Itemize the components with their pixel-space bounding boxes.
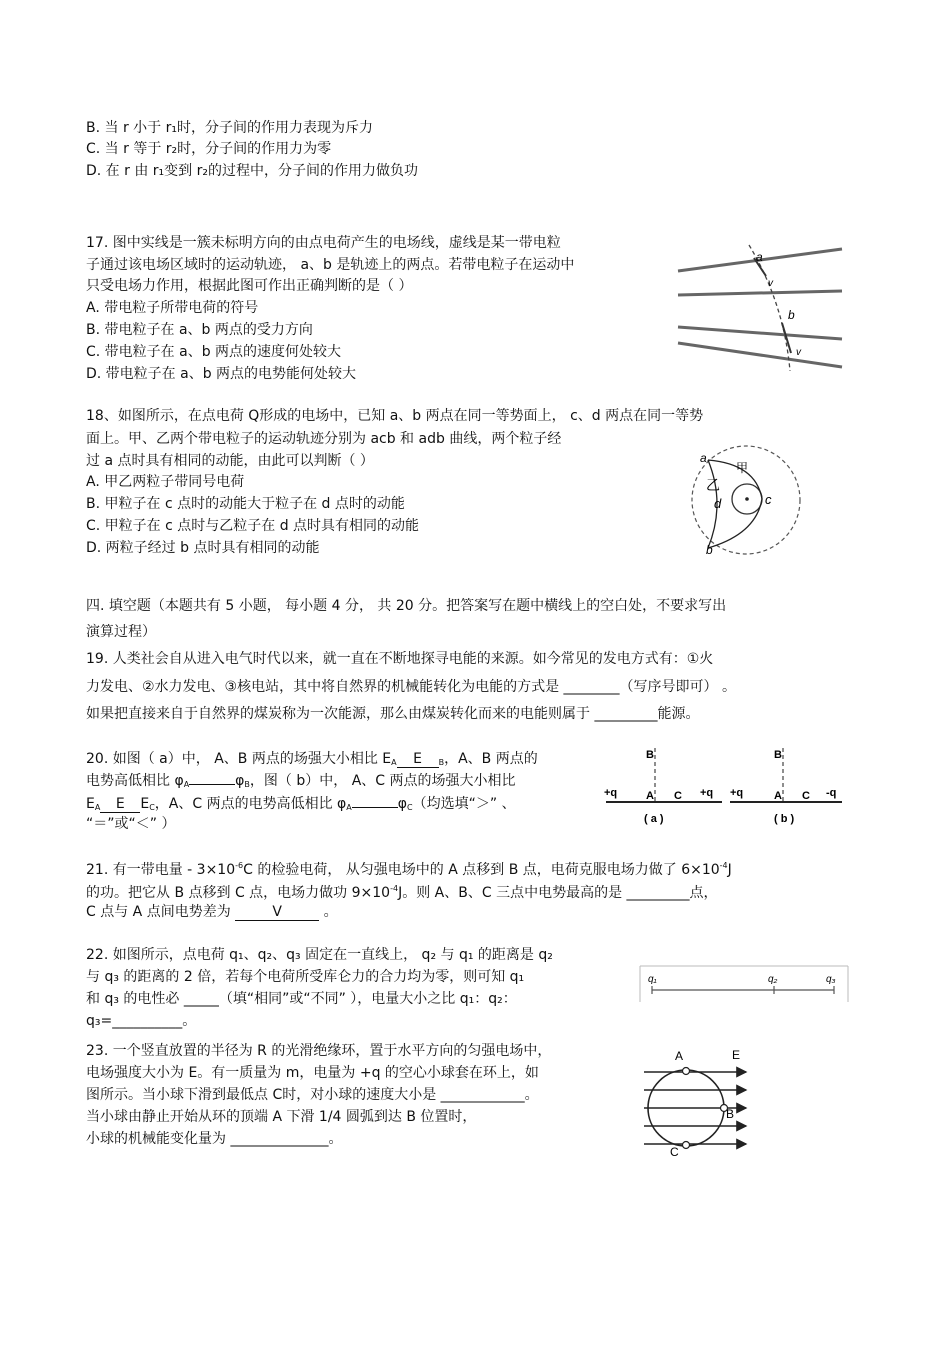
fig18-label-jia: 甲 — [736, 461, 749, 475]
q21-line1: 21. 有一带电量 - $3\times 10^{-6}C$ 的检验电荷， 从匀强电场中的 A 点移到 B 点，电荷克服电场力做了 $6\times 10^{-4}J$ — [86, 861, 732, 878]
fig20b-label-B: B — [774, 749, 782, 761]
q17-option-d: D. 带电粒子在 a、b 两点的电势能何处较大 — [86, 366, 357, 382]
q20-line3: $E_A$ E $E_C$，A、C 两点的电势高低相比 $\varphi_A$ $\varphi_C$（均选填“＞” 、 — [86, 796, 516, 812]
q17-line1: 17. 图中实线是一簇未标明方向的由点电荷产生的电场线，虚线是某一带电粒 — [86, 235, 561, 251]
fig20a-label-C: C — [674, 790, 682, 802]
fig23-label-C: C — [670, 1145, 679, 1158]
q17-line3: 只受电场力作用，根据此图可作出正确判断的是（ ） — [86, 278, 413, 294]
option-b-16: B. 当 r 小于 r₁时，分子间的作用力表现为斥力 — [86, 120, 373, 136]
fig17-label-vb: v — [796, 347, 801, 358]
q17-option-a: A. 带电粒子所带电荷的符号 — [86, 300, 259, 316]
fig17-field-lines — [674, 243, 844, 373]
q22-line2: 与 q₃ 的距离的 2 倍，若每个电荷所受库仑力的合力均为零，则可知 q₁ — [86, 969, 525, 985]
fig18-label-b: b — [706, 543, 713, 556]
q20-answer-3: E — [100, 796, 140, 813]
fig20a-charge-left: +q — [604, 787, 618, 799]
q18-option-a: A. 甲乙两粒子带同号电荷 — [86, 474, 245, 490]
q18-option-b: B. 甲粒子在 c 点时的动能大于粒子在 d 点时的动能 — [86, 496, 405, 512]
q21-line2: 的功。把它从 B 点移到 C 点，电场力做功 $9\times 10^{-4}J$。则 A、B、C 三点中电势最高的是 _________点， — [86, 884, 718, 901]
q22-line3: 和 q₃ 的电性必 _____（填“相同”或“不同” ），电量大小之比 q₁：q₂： — [86, 991, 517, 1007]
fig23-label-E: E — [732, 1048, 741, 1062]
q21-answer: V — [235, 904, 319, 921]
fig18-label-yi: 乙 — [706, 477, 720, 493]
q19-line3: 如果把直接来自于自然界的煤炭称为一次能源，那么由煤炭转化而来的电能则属于 _________能源。 — [86, 706, 700, 722]
fig20a-charge-right: +q — [700, 787, 714, 799]
option-c-16: C. 当 r 等于 r₂时，分子间的作用力为零 — [86, 141, 332, 157]
fig22-label-q1: q₁ — [648, 974, 657, 985]
q21-line3: C 点与 A 点间电势差为 V 。 — [86, 904, 338, 920]
q20-answer-1: E — [397, 751, 439, 768]
fig22-label-q2: q₂ — [768, 974, 778, 985]
fig18-label-a: a — [700, 451, 707, 465]
fig20b-charge-right: -q — [826, 787, 837, 799]
fig20b-caption: ( b ) — [774, 813, 795, 825]
fig17-label-b: b — [788, 308, 795, 322]
q17-option-c: C. 带电粒子在 a、b 两点的速度何处较大 — [86, 344, 342, 360]
fig18-label-c: c — [765, 492, 772, 507]
fig23-ring-in-field — [640, 1046, 752, 1158]
section4-line1: 四. 填空题（本题共有 5 小题， 每小题 4 分， 共 20 分。把答案写在题中横线上的空白处，不要求写出 — [86, 598, 727, 614]
q18-option-d: D. 两粒子经过 b 点时具有相同的动能 — [86, 540, 320, 556]
fig20a-label-A: A — [646, 790, 654, 802]
fig22-label-q3: q₃ — [826, 974, 836, 985]
fig20a-caption: ( a ) — [644, 813, 664, 825]
q20-line1: 20. 如图（ a）中， A、B 两点的场强大小相比 $E_A$ E $_B$，A、B 两点的 — [86, 751, 538, 767]
q23-line1: 23. 一个竖直放置的半径为 R 的光滑绝缘环，置于水平方向的匀强电场中， — [86, 1043, 552, 1059]
q18-line2: 面上。甲、乙两个带电粒子的运动轨迹分别为 acb 和 adb 曲线，两个粒子经 — [86, 431, 562, 447]
fig20b-charge-left: +q — [730, 787, 744, 799]
fig23-label-B: B — [726, 1107, 735, 1121]
fig22-charge-line — [638, 964, 850, 1004]
q17-option-b: B. 带电粒子在 a、b 两点的受力方向 — [86, 322, 313, 338]
option-d-16: D. 在 r 由 r₁变到 r₂的过程中，分子间的作用力做负功 — [86, 163, 418, 179]
fig18-equipotential — [690, 444, 802, 556]
fig20-field-diagram — [602, 744, 844, 830]
section4-line2: 演算过程） — [86, 624, 156, 640]
fig17-label-a: a — [756, 250, 763, 264]
q22-line1: 22. 如图所示，点电荷 q₁、q₂、q₃ 固定在一直线上， q₂ 与 q₁ 的距离是 q₂ — [86, 947, 553, 963]
fig17-label-va: v — [768, 278, 773, 289]
q18-option-c: C. 甲粒子在 c 点时与乙粒子在 d 点时具有相同的动能 — [86, 518, 420, 534]
q23-line5: 小球的机械能变化量为 ______________。 — [86, 1131, 343, 1147]
q20-line2: 电势高低相比 $\varphi_A$ $\varphi_B$，图（ b）中， A、C 两点的场强大小相比 — [86, 773, 516, 789]
q18-line1: 18、如图所示，在点电荷 Q形成的电场中，已知 a、b 两点在同一等势面上， c、d 两点在同一等势 — [86, 408, 704, 424]
fig18-label-d: d — [714, 496, 722, 511]
q22-line4: q₃=__________。 — [86, 1013, 197, 1029]
q20-line4: “＝”或“＜” ） — [86, 816, 176, 832]
fig20b-label-A: A — [774, 790, 782, 802]
q19-line1: 19. 人类社会自从进入电气时代以来，就一直在不断地探寻电能的来源。如今常见的发电方式有：①火 — [86, 651, 714, 667]
fig20b-label-C: C — [802, 790, 810, 802]
q19-line2: 力发电、②水力发电、③核电站，其中将自然界的机械能转化为电能的方式是 ________（写序号即可） 。 — [86, 679, 736, 695]
fig23-label-A: A — [675, 1049, 684, 1063]
q23-line4: 当小球由静止开始从环的顶端 A 下滑 1/4 圆弧到达 B 位置时， — [86, 1109, 477, 1125]
q18-line3: 过 a 点时具有相同的动能，由此可以判断（ ） — [86, 453, 374, 469]
fig20a-label-B: B — [646, 749, 654, 761]
q23-line2: 电场强度大小为 E。有一质量为 m，电量为 +q 的空心小球套在环上，如 — [86, 1065, 539, 1081]
q17-line2: 子通过该电场区域时的运动轨迹， a、b 是轨迹上的两点。若带电粒子在运动中 — [86, 257, 575, 273]
q23-line3: 图所示。当小球下滑到最低点 C时，对小球的速度大小是 ____________。 — [86, 1087, 539, 1103]
